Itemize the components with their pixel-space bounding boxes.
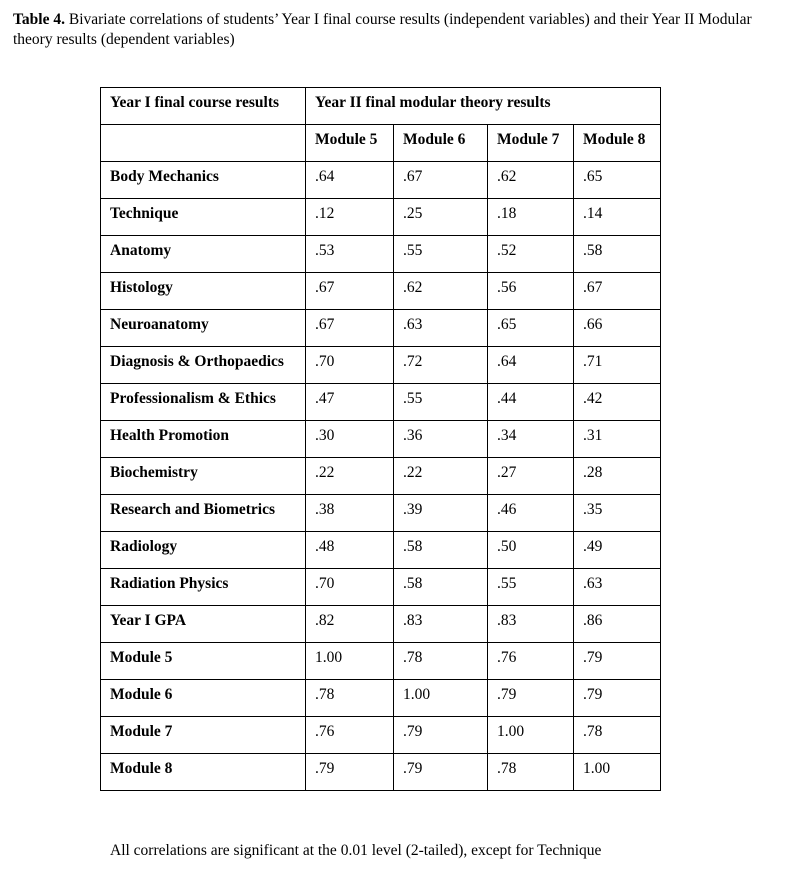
correlation-cell: .79 bbox=[394, 754, 488, 791]
correlation-cell: .25 bbox=[394, 199, 488, 236]
correlation-table bbox=[100, 87, 661, 791]
row-label: Biochemistry bbox=[101, 458, 306, 495]
table-body bbox=[101, 88, 661, 791]
correlation-cell: .53 bbox=[306, 236, 394, 273]
correlation-cell: .12 bbox=[306, 199, 394, 236]
correlation-cell: .65 bbox=[574, 162, 661, 199]
table-row bbox=[101, 347, 661, 384]
correlation-cell: .65 bbox=[488, 310, 574, 347]
column-header: Module 7 bbox=[488, 125, 574, 162]
correlation-cell: .78 bbox=[306, 680, 394, 717]
correlation-cell: .79 bbox=[574, 643, 661, 680]
correlation-cell: 1.00 bbox=[488, 717, 574, 754]
correlation-cell: .18 bbox=[488, 199, 574, 236]
correlation-cell: .63 bbox=[394, 310, 488, 347]
correlation-cell: .34 bbox=[488, 421, 574, 458]
table-row bbox=[101, 495, 661, 532]
correlation-cell: .49 bbox=[574, 532, 661, 569]
correlation-cell: .70 bbox=[306, 569, 394, 606]
table-row bbox=[101, 643, 661, 680]
correlation-cell: .79 bbox=[488, 680, 574, 717]
correlation-cell: 1.00 bbox=[394, 680, 488, 717]
row-label: Neuroanatomy bbox=[101, 310, 306, 347]
column-header-row bbox=[101, 125, 661, 162]
correlation-cell: .78 bbox=[394, 643, 488, 680]
correlation-cell: .62 bbox=[394, 273, 488, 310]
row-label: Year I GPA bbox=[101, 606, 306, 643]
correlation-cell: .55 bbox=[488, 569, 574, 606]
correlation-cell: .72 bbox=[394, 347, 488, 384]
row-label: Research and Biometrics bbox=[101, 495, 306, 532]
row-label: Radiation Physics bbox=[101, 569, 306, 606]
correlation-cell: .86 bbox=[574, 606, 661, 643]
table-row bbox=[101, 384, 661, 421]
correlation-cell: .58 bbox=[394, 569, 488, 606]
correlation-cell: .70 bbox=[306, 347, 394, 384]
correlation-cell: .67 bbox=[574, 273, 661, 310]
column-header: Module 5 bbox=[306, 125, 394, 162]
table-row bbox=[101, 162, 661, 199]
empty-header-cell bbox=[101, 125, 306, 162]
correlation-cell: .58 bbox=[574, 236, 661, 273]
row-label: Anatomy bbox=[101, 236, 306, 273]
correlation-cell: .55 bbox=[394, 236, 488, 273]
correlation-cell: .67 bbox=[306, 310, 394, 347]
correlation-cell: .39 bbox=[394, 495, 488, 532]
corner-header: Year I final course results bbox=[101, 88, 306, 125]
correlation-cell: .42 bbox=[574, 384, 661, 421]
correlation-cell: .46 bbox=[488, 495, 574, 532]
table-row bbox=[101, 273, 661, 310]
correlation-cell: .79 bbox=[394, 717, 488, 754]
correlation-cell: .38 bbox=[306, 495, 394, 532]
correlation-cell: .30 bbox=[306, 421, 394, 458]
correlation-cell: .83 bbox=[394, 606, 488, 643]
table-row bbox=[101, 754, 661, 791]
column-header: Module 8 bbox=[574, 125, 661, 162]
correlation-cell: .78 bbox=[574, 717, 661, 754]
correlation-cell: .14 bbox=[574, 199, 661, 236]
correlation-cell: .56 bbox=[488, 273, 574, 310]
correlation-cell: .67 bbox=[394, 162, 488, 199]
correlation-cell: .82 bbox=[306, 606, 394, 643]
correlation-cell: .58 bbox=[394, 532, 488, 569]
correlation-cell: .22 bbox=[306, 458, 394, 495]
correlation-cell: .27 bbox=[488, 458, 574, 495]
correlation-cell: .36 bbox=[394, 421, 488, 458]
table-row bbox=[101, 532, 661, 569]
correlation-cell: .52 bbox=[488, 236, 574, 273]
correlation-cell: .76 bbox=[488, 643, 574, 680]
row-label: Module 6 bbox=[101, 680, 306, 717]
table-row bbox=[101, 310, 661, 347]
correlation-cell: 1.00 bbox=[574, 754, 661, 791]
row-label: Module 7 bbox=[101, 717, 306, 754]
table-caption bbox=[13, 10, 793, 50]
correlation-cell: .48 bbox=[306, 532, 394, 569]
correlation-cell: .35 bbox=[574, 495, 661, 532]
table-row bbox=[101, 458, 661, 495]
row-label: Diagnosis & Orthopaedics bbox=[101, 347, 306, 384]
caption-text: Bivariate correlations of students’ Year I final course results (independent variables) and their Year II Modular theory results (dependent variables) bbox=[13, 11, 752, 48]
row-label: Histology bbox=[101, 273, 306, 310]
row-label: Module 5 bbox=[101, 643, 306, 680]
correlation-cell: .78 bbox=[488, 754, 574, 791]
correlation-cell: .67 bbox=[306, 273, 394, 310]
group-header: Year II final modular theory results bbox=[306, 88, 661, 125]
table-row bbox=[101, 236, 661, 273]
table-row bbox=[101, 569, 661, 606]
correlation-cell: .79 bbox=[306, 754, 394, 791]
row-label: Professionalism & Ethics bbox=[101, 384, 306, 421]
correlation-cell: .64 bbox=[306, 162, 394, 199]
correlation-cell: .66 bbox=[574, 310, 661, 347]
caption-label: Table 4. bbox=[13, 11, 65, 28]
correlation-cell: .28 bbox=[574, 458, 661, 495]
table-row bbox=[101, 421, 661, 458]
correlation-cell: .31 bbox=[574, 421, 661, 458]
correlation-cell: 1.00 bbox=[306, 643, 394, 680]
correlation-cell: .50 bbox=[488, 532, 574, 569]
column-header: Module 6 bbox=[394, 125, 488, 162]
correlation-cell: .76 bbox=[306, 717, 394, 754]
correlation-cell: .22 bbox=[394, 458, 488, 495]
table-row bbox=[101, 680, 661, 717]
correlation-cell: .79 bbox=[574, 680, 661, 717]
row-label: Health Promotion bbox=[101, 421, 306, 458]
correlation-cell: .71 bbox=[574, 347, 661, 384]
table-row bbox=[101, 199, 661, 236]
correlation-cell: .47 bbox=[306, 384, 394, 421]
row-label: Module 8 bbox=[101, 754, 306, 791]
row-label: Technique bbox=[101, 199, 306, 236]
row-label: Radiology bbox=[101, 532, 306, 569]
row-label: Body Mechanics bbox=[101, 162, 306, 199]
table-footnote: All correlations are significant at the 0.01 level (2-tailed), except for Technique bbox=[110, 842, 602, 859]
header-row bbox=[101, 88, 661, 125]
correlation-cell: .55 bbox=[394, 384, 488, 421]
correlation-cell: .44 bbox=[488, 384, 574, 421]
correlation-cell: .64 bbox=[488, 347, 574, 384]
correlation-cell: .63 bbox=[574, 569, 661, 606]
table-row bbox=[101, 606, 661, 643]
table-row bbox=[101, 717, 661, 754]
correlation-cell: .83 bbox=[488, 606, 574, 643]
correlation-cell: .62 bbox=[488, 162, 574, 199]
